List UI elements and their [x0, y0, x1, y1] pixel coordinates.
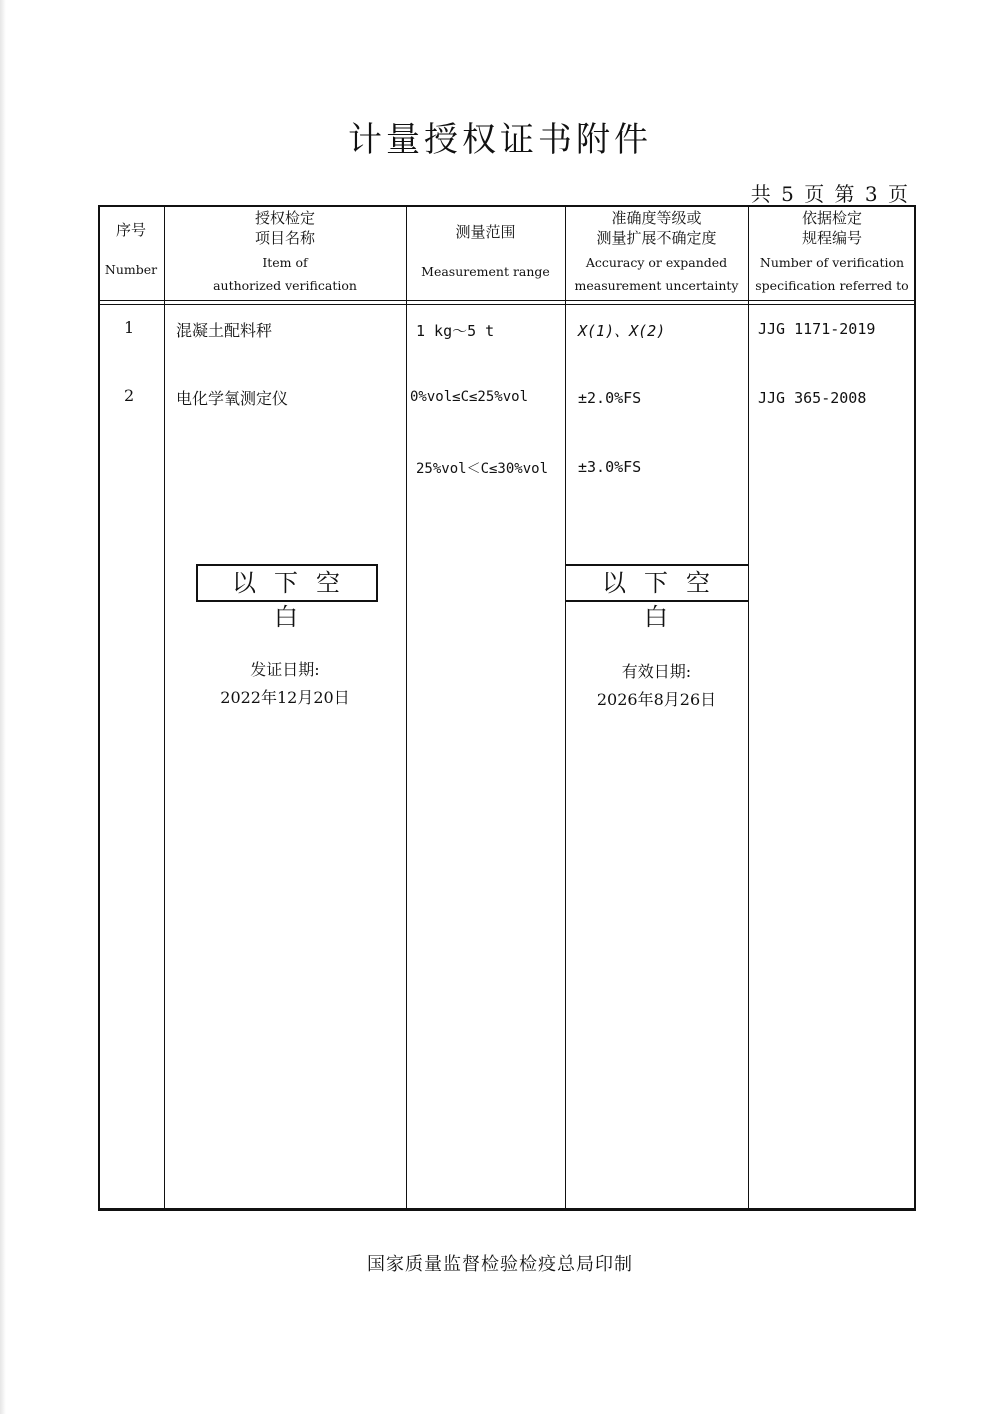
footer-printer: 国家质量监督检验检疫总局印制: [367, 1254, 633, 1275]
header-spec-en-2: specification referred to: [755, 278, 909, 294]
row2-accuracy: ±2.0%FS: [578, 389, 642, 407]
header-accuracy-en-2: measurement uncertainty: [574, 278, 739, 294]
header-range: [408, 222, 563, 284]
header-item-cn-2: 项目名称: [254, 229, 315, 248]
header-divider-double: [98, 304, 916, 305]
row3-range: 25%vol＜C≤30%vol: [416, 461, 549, 477]
blank-marker-right: 以下空白: [566, 564, 748, 602]
row1-number: 1: [124, 318, 135, 337]
row1-accuracy: X(1)、X(2): [578, 322, 666, 340]
header-spec: [750, 208, 914, 298]
valid-date-label: 有效日期:: [621, 662, 692, 681]
col-divider-1: [164, 205, 165, 1211]
issue-date: 2022年12月20日: [220, 688, 350, 707]
row3-accuracy: ±3.0%FS: [578, 458, 642, 476]
header-spec-en-1: Number of verification: [759, 254, 905, 270]
col-divider-3: [565, 205, 566, 1211]
header-number-cn: 序号: [115, 221, 146, 239]
row2-number: 2: [124, 386, 135, 405]
header-accuracy-en-1: Accuracy or expanded: [585, 254, 728, 270]
header-accuracy-cn-1: 准确度等级或: [611, 209, 702, 227]
blank-marker-left: 以下空白: [196, 564, 378, 602]
col-divider-4: [748, 205, 749, 1211]
row2-item: 电化学氧测定仪: [176, 389, 289, 408]
scan-edge: [0, 0, 6, 1414]
valid-date-block: [567, 658, 746, 714]
header-number: [100, 220, 162, 282]
header-item-en-2: authorized verification: [213, 278, 357, 294]
row2-spec: JJG 365-2008: [758, 389, 867, 407]
row1-spec: JJG 1171-2019: [758, 320, 876, 338]
header-divider: [98, 300, 916, 301]
header-spec-cn-2: 规程编号: [801, 229, 862, 248]
row2-range: 0%vol≤C≤25%vol: [410, 389, 529, 405]
header-accuracy-cn-2: 测量扩展不确定度: [596, 229, 717, 248]
col-divider-2: [406, 205, 407, 1211]
valid-date: 2026年8月26日: [596, 690, 717, 709]
header-item-cn-1: 授权检定: [254, 209, 315, 227]
row1-item: 混凝土配料秤: [176, 321, 273, 340]
header-spec-cn-1: 依据检定: [801, 209, 862, 227]
header-item: [166, 208, 404, 298]
header-range-en: Measurement range: [421, 264, 550, 280]
header-item-en-1: Item of: [262, 254, 308, 270]
row1-range: 1 kg～5 t: [416, 322, 495, 340]
issue-date-label: 发证日期:: [250, 660, 320, 679]
page-title: 计量授权证书附件: [348, 120, 652, 160]
page-indicator: 共 5 页 第 3 页: [750, 182, 910, 206]
header-accuracy: [567, 208, 746, 298]
issue-date-block: [166, 656, 404, 712]
header-range-cn: 测量范围: [455, 223, 516, 241]
header-number-en: Number: [104, 262, 158, 278]
